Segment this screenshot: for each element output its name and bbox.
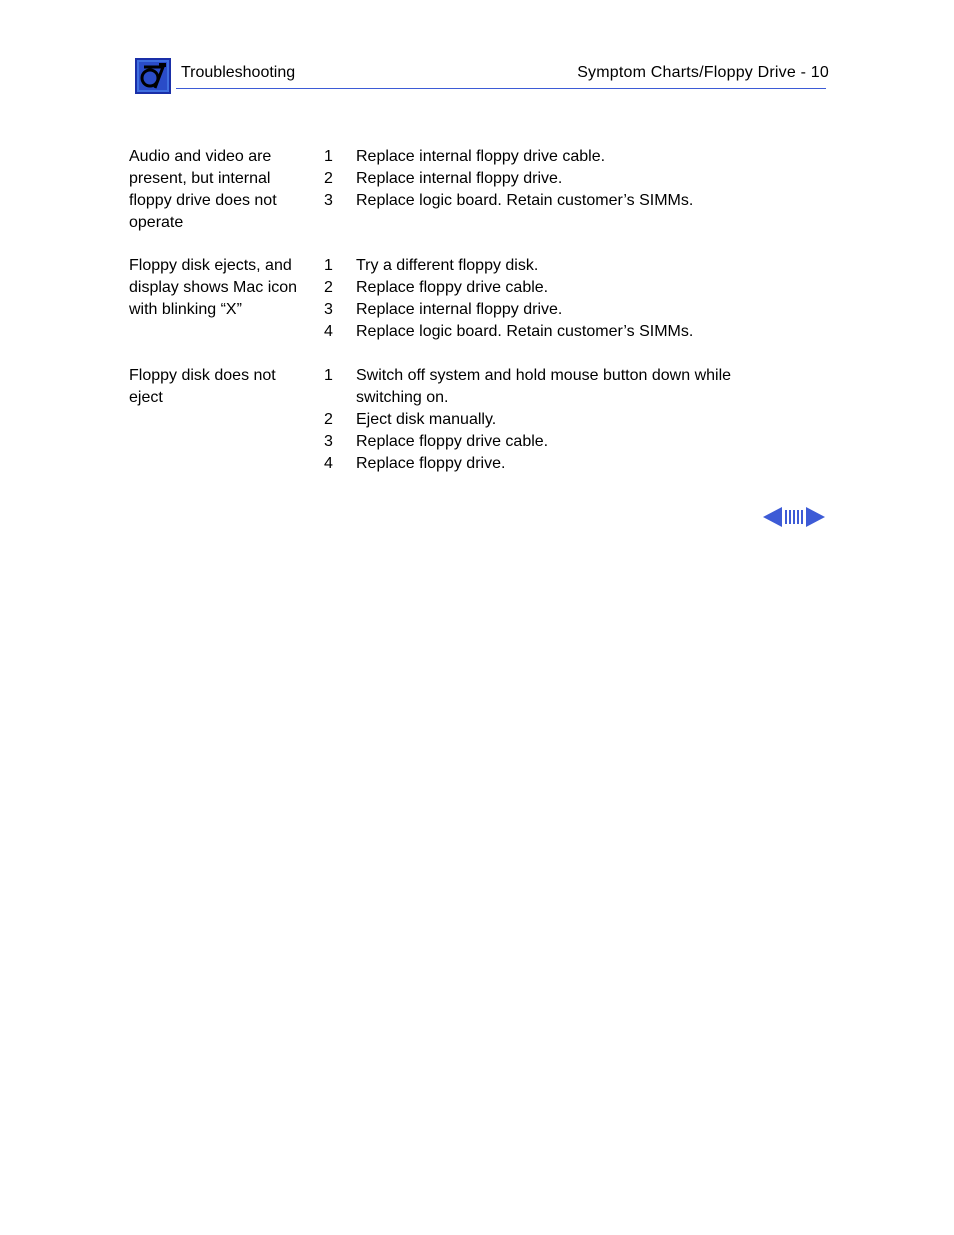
solution-step	[324, 409, 764, 431]
solution-step	[324, 431, 764, 453]
step-number: 1	[324, 148, 333, 165]
step-text: Replace floppy drive cable.	[356, 433, 549, 450]
step-number: 4	[324, 455, 333, 472]
step-number: 2	[324, 170, 333, 187]
step-text: Switch off system and hold mouse button down while switching on.	[356, 367, 732, 406]
step-text: Replace logic board. Retain customer’s SIMMs.	[356, 323, 694, 340]
step-number: 1	[324, 257, 333, 274]
solution-step	[324, 146, 764, 168]
left-arrow-icon[interactable]	[763, 507, 782, 527]
solution-steps	[324, 146, 764, 212]
step-number: 3	[324, 192, 333, 209]
step-text: Replace floppy drive cable.	[356, 279, 549, 296]
solution-step	[324, 277, 764, 299]
step-number: 2	[324, 411, 333, 428]
step-number: 3	[324, 433, 333, 450]
step-number: 3	[324, 301, 333, 318]
symptom-row	[129, 146, 769, 236]
solution-step	[324, 299, 764, 321]
solution-step	[324, 365, 764, 409]
step-text: Eject disk manually.	[356, 411, 497, 428]
step-text: Replace internal floppy drive cable.	[356, 148, 606, 165]
solution-step	[324, 168, 764, 190]
solution-step	[324, 255, 764, 277]
symptom-row	[129, 365, 769, 475]
solution-step	[324, 321, 764, 343]
solution-step	[324, 453, 764, 475]
page-title: Symptom Charts/Floppy Drive - 10	[577, 64, 829, 81]
step-text: Try a different floppy disk.	[356, 257, 539, 274]
step-text: Replace floppy drive.	[356, 455, 506, 472]
header-divider	[176, 88, 826, 89]
index-bars-icon[interactable]	[785, 510, 803, 524]
symptom-row	[129, 255, 769, 345]
solution-steps	[324, 255, 764, 343]
symptom-description: Audio and video are present, but internal floppy drive does not operate	[129, 148, 277, 231]
symptom-description: Floppy disk does not eject	[129, 367, 276, 406]
solution-step	[324, 190, 764, 212]
troubleshooting-tool-icon	[135, 58, 171, 94]
page-navigation	[763, 506, 825, 528]
step-number: 2	[324, 279, 333, 296]
symptom-description: Floppy disk ejects, and display shows Mac icon with blinking “X”	[129, 257, 298, 318]
step-number: 4	[324, 323, 333, 340]
solution-steps	[324, 365, 764, 475]
step-text: Replace internal floppy drive.	[356, 301, 563, 318]
step-text: Replace internal floppy drive.	[356, 170, 563, 187]
right-arrow-icon[interactable]	[806, 507, 825, 527]
section-title: Troubleshooting	[181, 64, 296, 81]
step-number: 1	[324, 367, 333, 384]
step-text: Replace logic board. Retain customer’s SIMMs.	[356, 192, 694, 209]
